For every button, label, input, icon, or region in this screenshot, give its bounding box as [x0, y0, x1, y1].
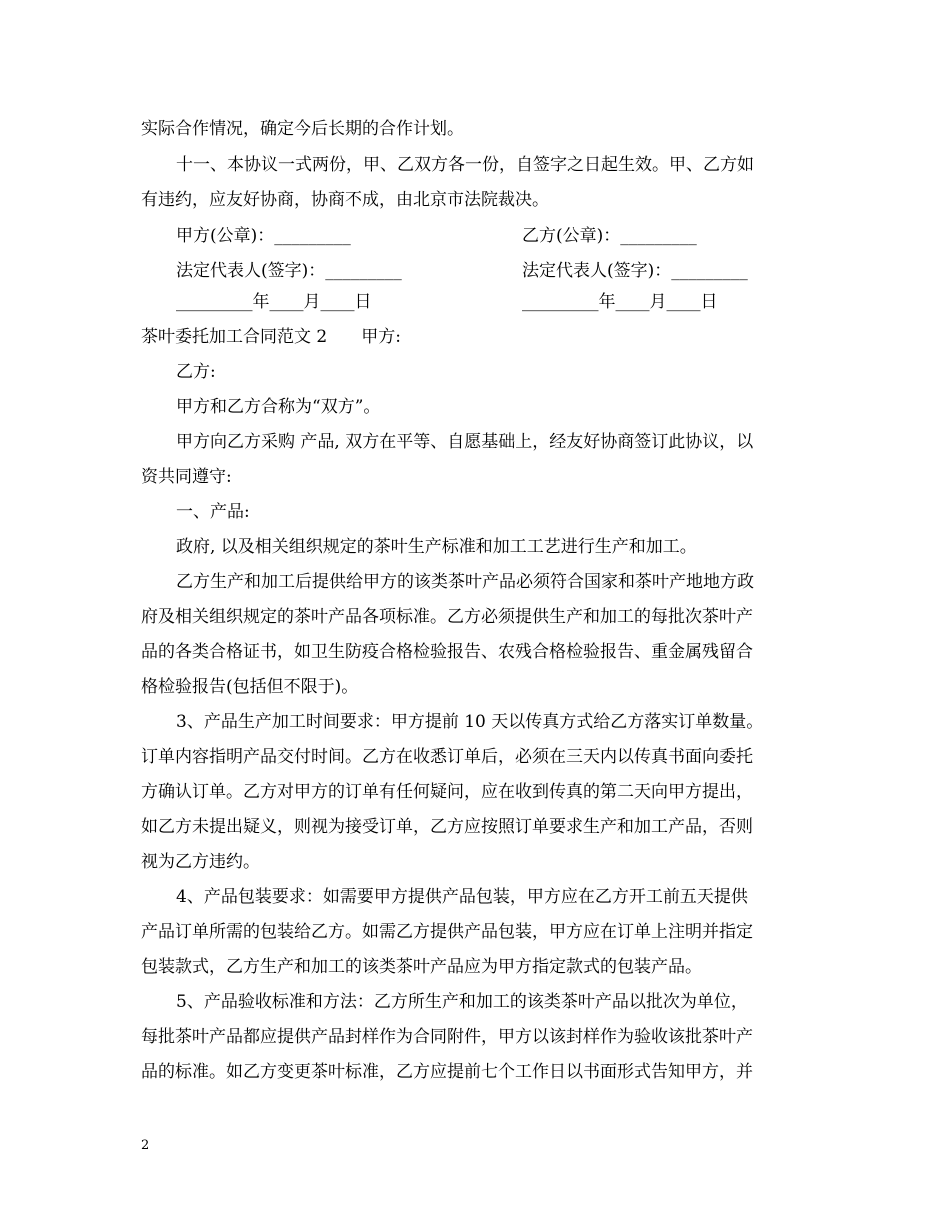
text-line: 如乙方未提出疑义，则视为接受订单，乙方应按照订单要求生产和加工产品，否则	[141, 817, 753, 837]
text-line: 4、产品包装要求：如需要甲方提供产品包装，甲方应在乙方开工前五天提供	[176, 887, 748, 907]
text-line: 实际合作情况，确定今后长期的合作计划。	[141, 119, 464, 139]
text-line: 视为乙方违约。	[141, 852, 260, 872]
party-a-date-field: _________年____月____日	[176, 292, 372, 312]
party-a-signature-field: 法定代表人(签字)：_________	[176, 261, 402, 281]
party-b-date-field: _________年____月____日	[522, 292, 718, 312]
text-line: 十一、本协议一式两份，甲、乙双方各一份，自签字之日起生效。甲、乙方如	[176, 155, 754, 175]
text-line: 品的标准。如乙方变更茶叶标准，乙方应提前七个工作日以书面形式告知甲方，并	[141, 1062, 753, 1082]
text-line: 包装款式，乙方生产和加工的该类茶叶产品应为甲方指定款式的包装产品。	[141, 957, 702, 977]
text-line: 方确认订单。乙方对甲方的订单有任何疑问，应在收到传真的第二天向甲方提出，	[141, 782, 753, 802]
text-line: 府及相关组织规定的茶叶产品各项标准。乙方必须提供生产和加工的每批次茶叶产	[141, 607, 753, 627]
party-a-seal-field: 甲方(公章)：_________	[176, 226, 351, 246]
party-b-signature-field: 法定代表人(签字)：_________	[522, 261, 748, 281]
section-title: 茶叶委托加工合同范文 2 甲方:	[141, 327, 401, 347]
page-number: 2	[141, 1138, 150, 1153]
text-line: 每批茶叶产品都应提供产品封样作为合同附件，甲方以该封样作为验收该批茶叶产	[141, 1027, 753, 1047]
text-line: 订单内容指明产品交付时间。乙方在收悉订单后，必须在三天内以传真书面向委托	[141, 747, 753, 767]
text-line: 政府, 以及相关组织规定的茶叶生产标准和加工工艺进行生产和加工。	[176, 537, 697, 557]
text-line: 有违约，应友好协商，协商不成，由北京市法院裁决。	[141, 190, 549, 210]
party-b-seal-field: 乙方(公章)：_________	[522, 226, 697, 246]
text-line: 甲方和乙方合称为“双方”。	[176, 397, 381, 417]
text-line: 甲方向乙方采购 产品, 双方在平等、自愿基础上，经友好协商签订此协议，以	[176, 432, 754, 452]
text-line: 格检验报告(包括但不限于)。	[141, 677, 359, 697]
text-line: 乙方生产和加工后提供给甲方的该类茶叶产品必须符合国家和茶叶产地地方政	[176, 572, 754, 592]
text-line: 3、产品生产加工时间要求：甲方提前 10 天以传真方式给乙方落实订单数量。	[176, 712, 764, 732]
text-line: 5、产品验收标准和方法：乙方所生产和加工的该类茶叶产品以批次为单位，	[176, 992, 748, 1012]
text-line: 乙方:	[176, 362, 216, 382]
text-line: 产品订单所需的包装给乙方。如需乙方提供产品包装，甲方应在订单上注明并指定	[141, 922, 753, 942]
text-line: 品的各类合格证书，如卫生防疫合格检验报告、农残合格检验报告、重金属残留合	[141, 642, 753, 662]
text-line: 一、产品:	[176, 502, 250, 522]
text-line: 资共同遵守:	[141, 467, 232, 487]
